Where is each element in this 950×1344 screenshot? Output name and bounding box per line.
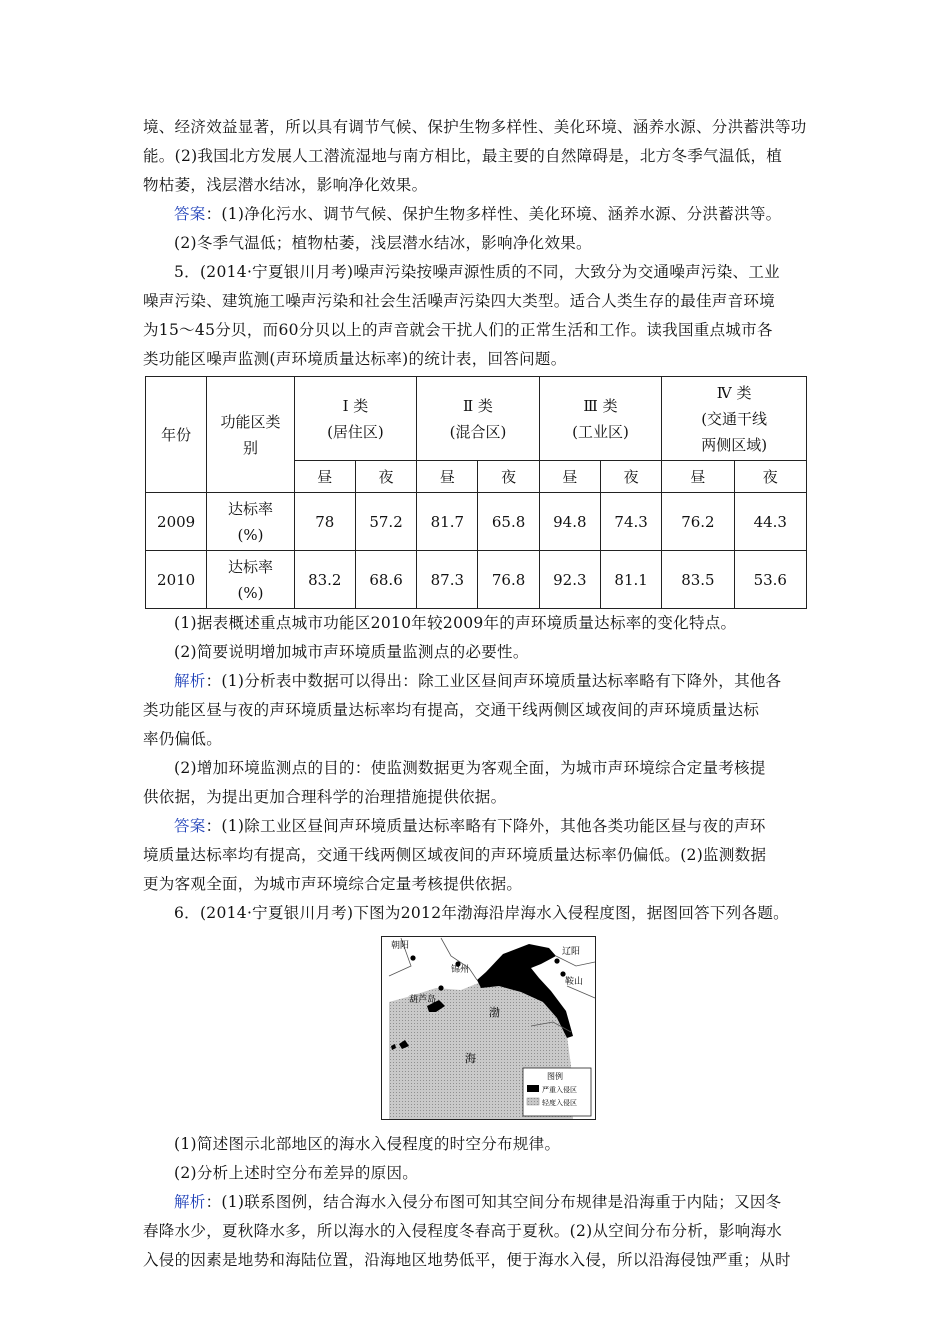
value-cell: 53.6 [734, 551, 806, 609]
value-cell: 92.3 [539, 551, 600, 609]
year-cell: 2009 [146, 493, 207, 551]
year-cell: 2010 [146, 551, 207, 609]
question-6-sub-1: (1)简述图示北部地区的海水入侵程度的时空分布规律。 [174, 1135, 561, 1153]
day-header: 昼 [417, 461, 478, 493]
city-anshan: 鞍山 [565, 977, 584, 987]
question-5-line: 为15～45分贝，而60分贝以上的声音就会干扰人们的正常生活和工作。读我国重点城市各 [143, 321, 773, 339]
value-cell: 44.3 [734, 493, 806, 551]
city-huludao: 葫芦岛 [409, 995, 437, 1005]
analysis-6-line-1: 解析：(1)联系图例，结合海水入侵分布图可知其空间分布规律是沿海重于内陆；又因冬 [174, 1193, 782, 1211]
sea-label: 海 [465, 1052, 476, 1065]
analysis-label: 解析 [174, 1193, 206, 1211]
analysis-5-line: 率仍偏低。 [143, 730, 223, 748]
value-cell: 78 [294, 493, 355, 551]
func-header: 功能区类 别 [207, 377, 294, 493]
value-cell: 74.3 [600, 493, 661, 551]
question-5: 5．(2014·宁夏银川月考)噪声污染按噪声源性质的不同，大致分为交通噪声污染、工业 [174, 263, 780, 281]
legend-severe-label: 严重入侵区 [542, 1086, 577, 1094]
legend-light-swatch [527, 1098, 539, 1105]
answer-label: 答案 [174, 205, 206, 223]
answer-5-line: 更为客观全面，为城市声环境综合定量考核提供依据。 [143, 875, 523, 893]
sea-label: 渤 [489, 1006, 500, 1019]
table-row [146, 493, 807, 551]
answer-4-line-2: (2)冬季气温低；植物枯萎，浅层潜水结冰，影响净化效果。 [174, 234, 592, 252]
analysis-6-line: 入侵的因素是地势和海陆位置，沿海地区地势低平，便于海水入侵，所以沿海侵蚀严重；从时 [143, 1251, 791, 1269]
table-row [146, 551, 807, 609]
metric-cell: 达标率 (%) [207, 493, 294, 551]
value-cell: 57.2 [355, 493, 416, 551]
night-header: 夜 [600, 461, 661, 493]
question-6: 6．(2014·宁夏银川月考)下图为2012年渤海沿岸海水入侵程度图，据图回答下列各题。 [174, 904, 789, 922]
analysis-5-line: 供依据，为提出更加合理科学的治理措施提供依据。 [143, 788, 507, 806]
value-cell: 81.7 [417, 493, 478, 551]
answer-label: 答案 [174, 817, 206, 835]
intro-line: 物枯萎，浅层潜水结冰，影响净化效果。 [143, 176, 428, 194]
intro-line: 能。(2)我国北方发展人工潜流湿地与南方相比，最主要的自然障碍是，北方冬季气温低，植 [143, 147, 783, 165]
value-cell: 87.3 [417, 551, 478, 609]
value-cell: 76.2 [662, 493, 734, 551]
question-5-sub-2: (2)简要说明增加城市声环境质量监测点的必要性。 [174, 643, 529, 661]
value-cell: 94.8 [539, 493, 600, 551]
answer-4-line-1: 答案：(1)净化污水、调节气候、保护生物多样性、美化环境、涵养水源、分洪蓄洪等。 [174, 205, 782, 223]
value-cell: 65.8 [478, 493, 539, 551]
class-4-header: Ⅳ 类 (交通干线 两侧区域) [662, 377, 807, 461]
legend-title: 图例 [547, 1072, 563, 1081]
day-header: 昼 [294, 461, 355, 493]
value-cell: 76.8 [478, 551, 539, 609]
question-6-sub-2: (2)分析上述时空分布差异的原因。 [174, 1164, 419, 1182]
class-1-header: Ⅰ 类 (居住区) [294, 377, 417, 461]
year-header: 年份 [146, 377, 207, 493]
analysis-label: 解析 [174, 672, 206, 690]
legend-severe-swatch [527, 1085, 539, 1092]
city-chaoyang: 朝阳 [391, 941, 410, 951]
answer-5-line-1: 答案：(1)除工业区昼间声环境质量达标率略有下降外，其他各类功能区昼与夜的声环 [174, 817, 766, 835]
analysis-6-line: 春降水少，夏秋降水多，所以海水的入侵程度冬春高于夏秋。(2)从空间分布分析，影响海水 [143, 1222, 783, 1240]
intro-line: 境、经济效益显著，所以具有调节气候、保护生物多样性、美化环境、涵养水源、分洪蓄洪等功 [143, 118, 807, 136]
analysis-5-line-1: 解析：(1)分析表中数据可以得出：除工业区昼间声环境质量达标率略有下降外，其他各 [174, 672, 782, 690]
class-2-header: Ⅱ 类 (混合区) [417, 377, 540, 461]
value-cell: 83.5 [662, 551, 734, 609]
question-5-sub-1: (1)据表概述重点城市功能区2010年较2009年的声环境质量达标率的变化特点。 [174, 614, 737, 632]
night-header: 夜 [478, 461, 539, 493]
city-liaoyang: 辽阳 [562, 947, 581, 957]
legend-light-label: 轻度入侵区 [542, 1099, 577, 1107]
class-3-header: Ⅲ 类 (工业区) [539, 377, 662, 461]
city-jinzhou: 锦州 [451, 965, 470, 975]
night-header: 夜 [734, 461, 806, 493]
day-header: 昼 [662, 461, 734, 493]
night-header: 夜 [355, 461, 416, 493]
question-5-line: 噪声污染、建筑施工噪声污染和社会生活噪声污染四大类型。适合人类生存的最佳声音环境 [143, 292, 776, 310]
answer-5-line: 境质量达标率均有提高，交通干线两侧区域夜间的声环境质量达标率仍偏低。(2)监测数据 [143, 846, 767, 864]
day-header: 昼 [539, 461, 600, 493]
value-cell: 68.6 [355, 551, 416, 609]
question-5-line: 类功能区噪声监测(声环境质量达标率)的统计表，回答问题。 [143, 350, 567, 368]
document-page [143, 113, 810, 1275]
value-cell: 83.2 [294, 551, 355, 609]
analysis-5-line: 类功能区昼与夜的声环境质量达标率均有提高，交通干线两侧区域夜间的声环境质量达标 [143, 701, 760, 719]
noise-table [145, 376, 807, 609]
value-cell: 81.1 [600, 551, 661, 609]
analysis-5-line: (2)增加环境监测点的目的：使监测数据更为客观全面，为城市声环境综合定量考核提 [174, 759, 766, 777]
metric-cell: 达标率 (%) [207, 551, 294, 609]
seawater-intrusion-map [381, 936, 596, 1120]
